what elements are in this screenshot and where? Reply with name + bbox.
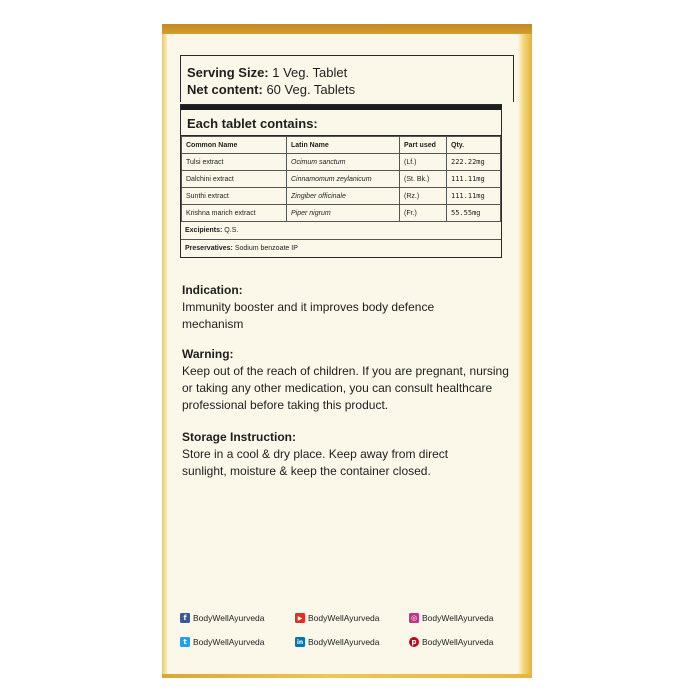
instagram-icon: ◎ [410, 614, 418, 622]
preservatives-value: Sodium benzoate IP [232, 245, 298, 252]
table-row [182, 171, 501, 188]
storage-section [182, 429, 512, 480]
linkedin-handle: BodyWellAyurveda [308, 637, 380, 647]
pinterest-icon: p [409, 637, 419, 647]
facebook-handle: BodyWellAyurveda [193, 613, 265, 623]
pinterest-handle: BodyWellAyurveda [422, 637, 494, 647]
youtube-handle: BodyWellAyurveda [308, 613, 380, 623]
table-row [182, 154, 501, 171]
part-used-cell: (Rz.) [400, 188, 447, 205]
indication-section [182, 282, 512, 333]
latin-name-cell: Zingiber officinale [287, 188, 400, 205]
latin-name-cell: Piper nigrum [287, 205, 400, 222]
serving-size-label: Serving Size: [187, 65, 269, 80]
serving-size-value: 1 Veg. Tablet [268, 65, 348, 80]
social-twitter [180, 637, 265, 647]
social-pinterest [409, 637, 494, 647]
indication-text: Immunity booster and it improves body defence mechanism [182, 300, 435, 331]
serving-info [180, 55, 514, 102]
part-used-cell: (St. Bk.) [400, 171, 447, 188]
common-name-cell: Dalchini extract [182, 171, 287, 188]
storage-text: Store in a cool & dry place. Keep away from direct sunlight, moisture & keep the container closed. [182, 447, 449, 478]
header-latin-name: Latin Name [287, 137, 400, 154]
net-content-label: Net content: [187, 82, 263, 97]
facebook-icon: f [180, 613, 190, 623]
warning-section [182, 346, 512, 414]
preservatives-row [181, 239, 501, 257]
twitter-icon: t [180, 637, 190, 647]
social-row [180, 637, 510, 651]
qty-cell: 222.22mg [447, 154, 501, 171]
part-used-cell: (Fr.) [400, 205, 447, 222]
social-row [180, 613, 510, 627]
part-used-cell: (Lf.) [400, 154, 447, 171]
ingredients-table [181, 136, 501, 222]
social-linkedin [295, 637, 380, 647]
social-youtube [295, 613, 380, 623]
excipients-value: Q.S. [222, 227, 239, 234]
common-name-cell: Sunthi extract [182, 188, 287, 205]
net-content-value: 60 Veg. Tablets [262, 82, 356, 97]
box-right-edge [518, 34, 532, 674]
social-instagram [409, 613, 494, 623]
latin-name-cell: Ocimum sanctum [287, 154, 400, 171]
social-facebook [180, 613, 265, 623]
table-header-row [182, 137, 501, 154]
qty-cell: 55.55mg [447, 205, 501, 222]
youtube-icon: ▶ [295, 613, 305, 623]
qty-cell: 111.11mg [447, 188, 501, 205]
table-title: Each tablet contains: [181, 110, 501, 136]
storage-heading: Storage Instruction: [182, 430, 297, 444]
common-name-cell: Krishna marich extract [182, 205, 287, 222]
composition-table [180, 104, 502, 258]
warning-heading: Warning: [182, 347, 234, 361]
latin-name-cell: Cinnamomum zeylanicum [287, 171, 400, 188]
qty-cell: 111.11mg [447, 171, 501, 188]
table-row [182, 188, 501, 205]
twitter-handle: BodyWellAyurveda [193, 637, 265, 647]
excipients-row [181, 222, 501, 239]
preservatives-label: Preservatives: [185, 245, 233, 252]
table-row [182, 205, 501, 222]
indication-heading: Indication: [182, 283, 243, 297]
instagram-handle: BodyWellAyurveda [422, 613, 494, 623]
common-name-cell: Tulsi extract [182, 154, 287, 171]
header-part-used: Part used [400, 137, 447, 154]
header-common-name: Common Name [182, 137, 287, 154]
excipients-label: Excipients: [185, 227, 223, 234]
linkedin-icon: in [296, 638, 304, 646]
header-qty: Qty. [447, 137, 501, 154]
warning-text: Keep out of the reach of children. If you are pregnant, nursing or taking any other medication, you can consult healthcare professional before taking this product. [182, 364, 509, 412]
